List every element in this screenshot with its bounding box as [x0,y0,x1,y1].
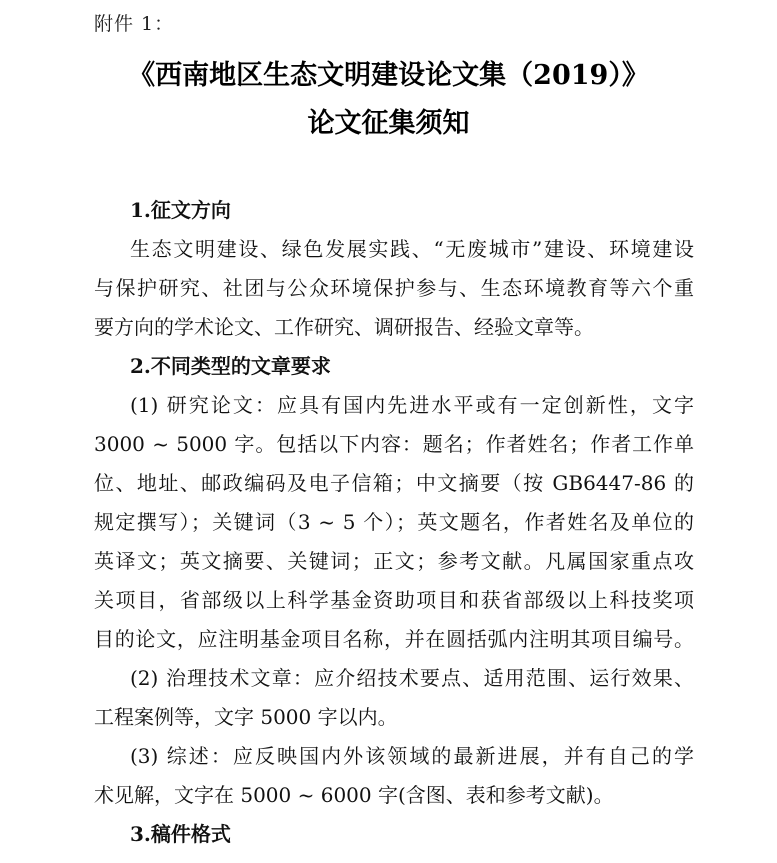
paragraph-line: 要方向的学术论文、工作研究、调研报告、经验文章等。 [94,315,594,339]
item-line: (2) 治理技术文章：应介绍技术要点、适用范围、运行效果、 [130,666,694,690]
item-line: 3000 ~ 5000 字。包括以下内容：题名；作者姓名；作者工作单 [94,432,694,456]
item-line: 关项目，省部级以上科学基金资助项目和获省部级以上科技奖项 [94,588,694,612]
item-line: 目的论文，应注明基金项目名称，并在圆括弧内注明其项目编号。 [94,627,694,651]
attachment-label: 附件 1： [94,13,175,35]
item-line: 术见解，文字在 5000 ~ 6000 字(含图、表和参考文献)。 [94,783,614,807]
section-2 [94,347,694,815]
item-line: (3) 综述：应反映国内外该领域的最新进展，并有自己的学 [130,744,694,768]
section-heading: 1.征文方向 [130,198,231,222]
document-subtitle: 论文征集须知 [307,108,470,139]
paragraph-line: 生态文明建设、绿色发展实践、“无废城市”建设、环境建设 [130,237,694,261]
document-title: 《西南地区生态文明建设论文集（2019）》 [128,60,649,91]
item-line: 英译文；英文摘要、关键词；正文；参考文献。凡属国家重点攻 [94,549,694,573]
item-line: 位、地址、邮政编码及电子信箱；中文摘要（按 GB6447-86 的 [94,471,694,495]
item-line: (1) 研究论文：应具有国内先进水平或有一定创新性，文字 [130,393,694,417]
paragraph-line: 与保护研究、社团与公众环境保护参与、生态环境教育等六个重 [94,276,694,300]
item-line: 工程案例等，文字 5000 字以内。 [94,705,398,729]
section-heading: 2.不同类型的文章要求 [130,354,331,378]
section-heading: 3.稿件格式 [130,822,231,846]
section-1 [94,191,694,347]
section-3 [94,815,694,854]
item-line: 规定撰写）；关键词（3 ~ 5 个）；英文题名，作者姓名及单位的 [94,510,694,534]
